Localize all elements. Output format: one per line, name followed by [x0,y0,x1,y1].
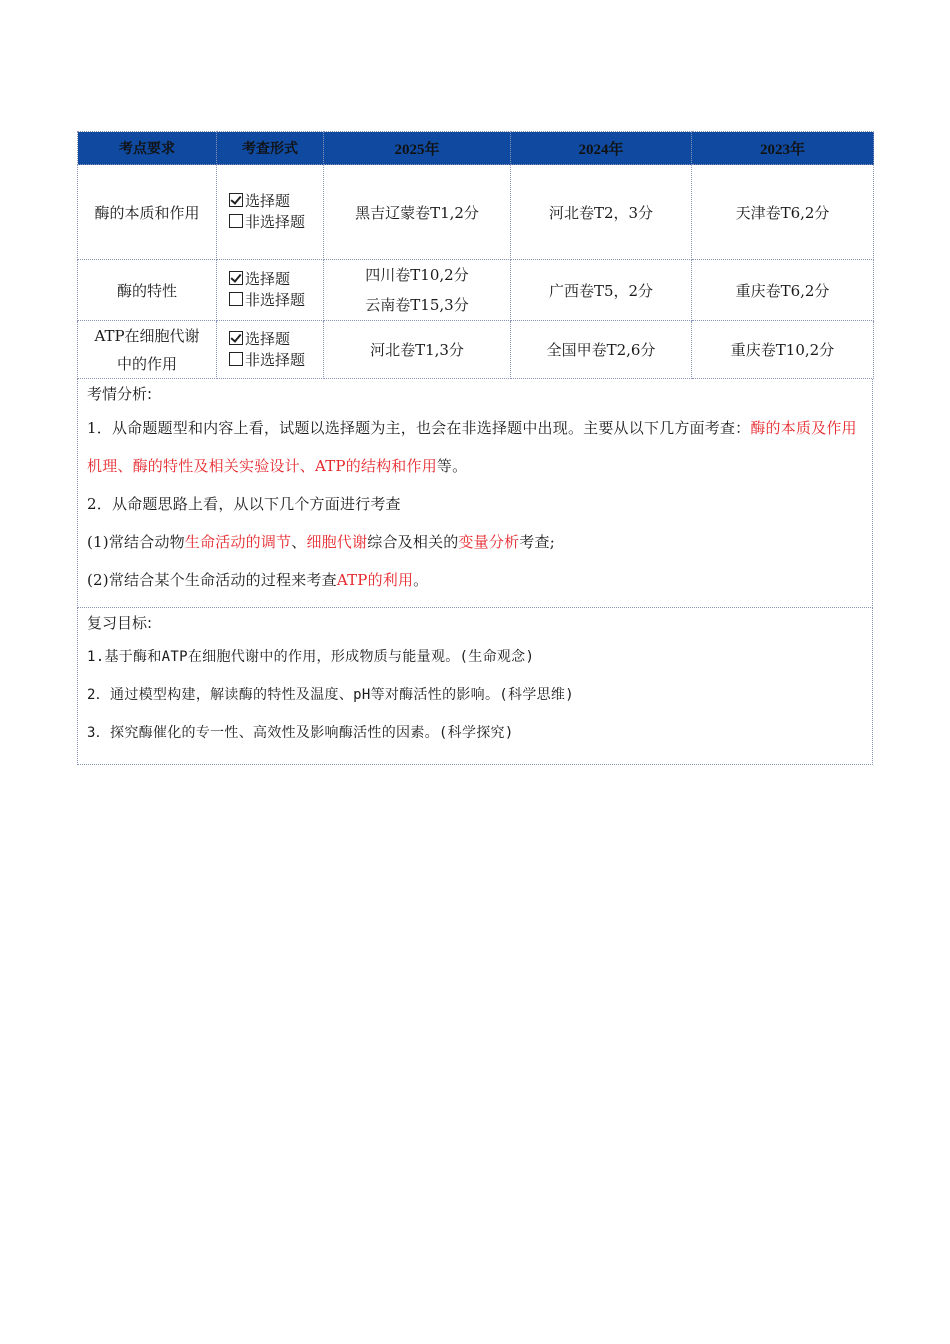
goal-item: 1.基于酶和ATP在细胞代谢中的作用，形成物质与能量观。(生命观念) [87,649,535,665]
header-2025: 2025年 [324,132,511,165]
option-label: 非选择题 [245,213,306,231]
highlight-text: 变量分析 [458,533,520,551]
header-2023: 2023年 [692,132,874,165]
analysis-paragraph-3 [87,523,864,561]
paper-entry: 四川卷T10,2分 [365,266,469,284]
topic-line: ATP在细胞代谢 [94,326,200,345]
table-row [78,321,874,379]
cell-2025: 河北卷T1,3分 [324,321,511,379]
option-label: 非选择题 [245,350,306,369]
cell-2024: 全国甲卷T2,6分 [511,321,692,379]
text: 1．从命题题型和内容上看，试题以选择题为主，也会在非选择题中出现。主要从以下几方面考查： [87,419,751,437]
highlight-text: 细胞代谢 [306,533,368,551]
form-cell [217,321,324,379]
option-label: 非选择题 [245,291,306,309]
cell-2025 [324,260,511,321]
analysis-paragraph-4 [87,561,864,599]
option-label: 选择题 [245,192,291,210]
table-row [78,165,874,260]
option-choice [229,191,319,212]
checked-box-icon [229,331,243,345]
empty-box-icon [229,292,243,306]
analysis-section [77,379,873,608]
text: (2)常结合某个生命活动的过程来考查 [87,571,337,589]
cell-2023: 重庆卷T10,2分 [692,321,874,379]
exam-overview-sheet [77,131,873,765]
cell-2023: 重庆卷T6,2分 [692,260,874,321]
empty-box-icon [229,352,243,366]
option-nonchoice [229,290,319,311]
option-label: 选择题 [245,329,291,348]
text: 等。 [436,457,468,475]
text: 考查; [519,533,555,551]
goals-section [77,608,873,765]
goal-item: 2．通过模型构建，解读酶的特性及温度、pH等对酶活性的影响。(科学思维) [87,687,574,703]
option-choice [229,329,319,350]
form-cell [217,165,324,260]
header-form: 考查形式 [217,132,324,165]
topic-cell [78,321,217,379]
header-2024: 2024年 [511,132,692,165]
checked-box-icon [229,271,243,285]
option-label: 选择题 [245,270,291,288]
paper-entry: 云南卷T15,3分 [365,296,469,314]
topic-line: 中的作用 [116,354,177,373]
form-cell [217,260,324,321]
text: 综合及相关的 [367,533,459,551]
text: (1)常结合动物 [87,533,185,551]
goals-title: 复习目标: [87,614,153,632]
topic-cell: 酶的特性 [78,260,217,321]
table-header-row [78,132,874,165]
cell-2024: 广西卷T5，2分 [511,260,692,321]
exam-table [77,131,874,379]
goal-item: 3．探究酶催化的专一性、高效性及影响酶活性的因素。(科学探究) [87,725,514,741]
cell-2024: 河北卷T2，3分 [511,165,692,260]
text: 。 [413,571,429,589]
checked-box-icon [229,193,243,207]
table-row [78,260,874,321]
option-choice [229,269,319,290]
analysis-title: 考情分析: [87,385,153,403]
cell-2023: 天津卷T6,2分 [692,165,874,260]
analysis-paragraph-1 [87,409,864,485]
topic-cell: 酶的本质和作用 [78,165,217,260]
option-nonchoice [229,212,319,233]
cell-2025: 黑吉辽蒙卷T1,2分 [324,165,511,260]
analysis-paragraph-2: 2．从命题思路上看，从以下几个方面进行考查 [87,495,401,513]
option-nonchoice [229,350,319,371]
highlight-text: 生命活动的调节 [184,533,292,551]
highlight-text: ATP的利用 [336,571,414,589]
text: 、 [291,533,307,551]
header-topic: 考点要求 [78,132,217,165]
empty-box-icon [229,214,243,228]
highlight-text: 酶的本质及作用机理、酶的特性及相关实验设计、ATP的结构和作用 [87,419,857,475]
